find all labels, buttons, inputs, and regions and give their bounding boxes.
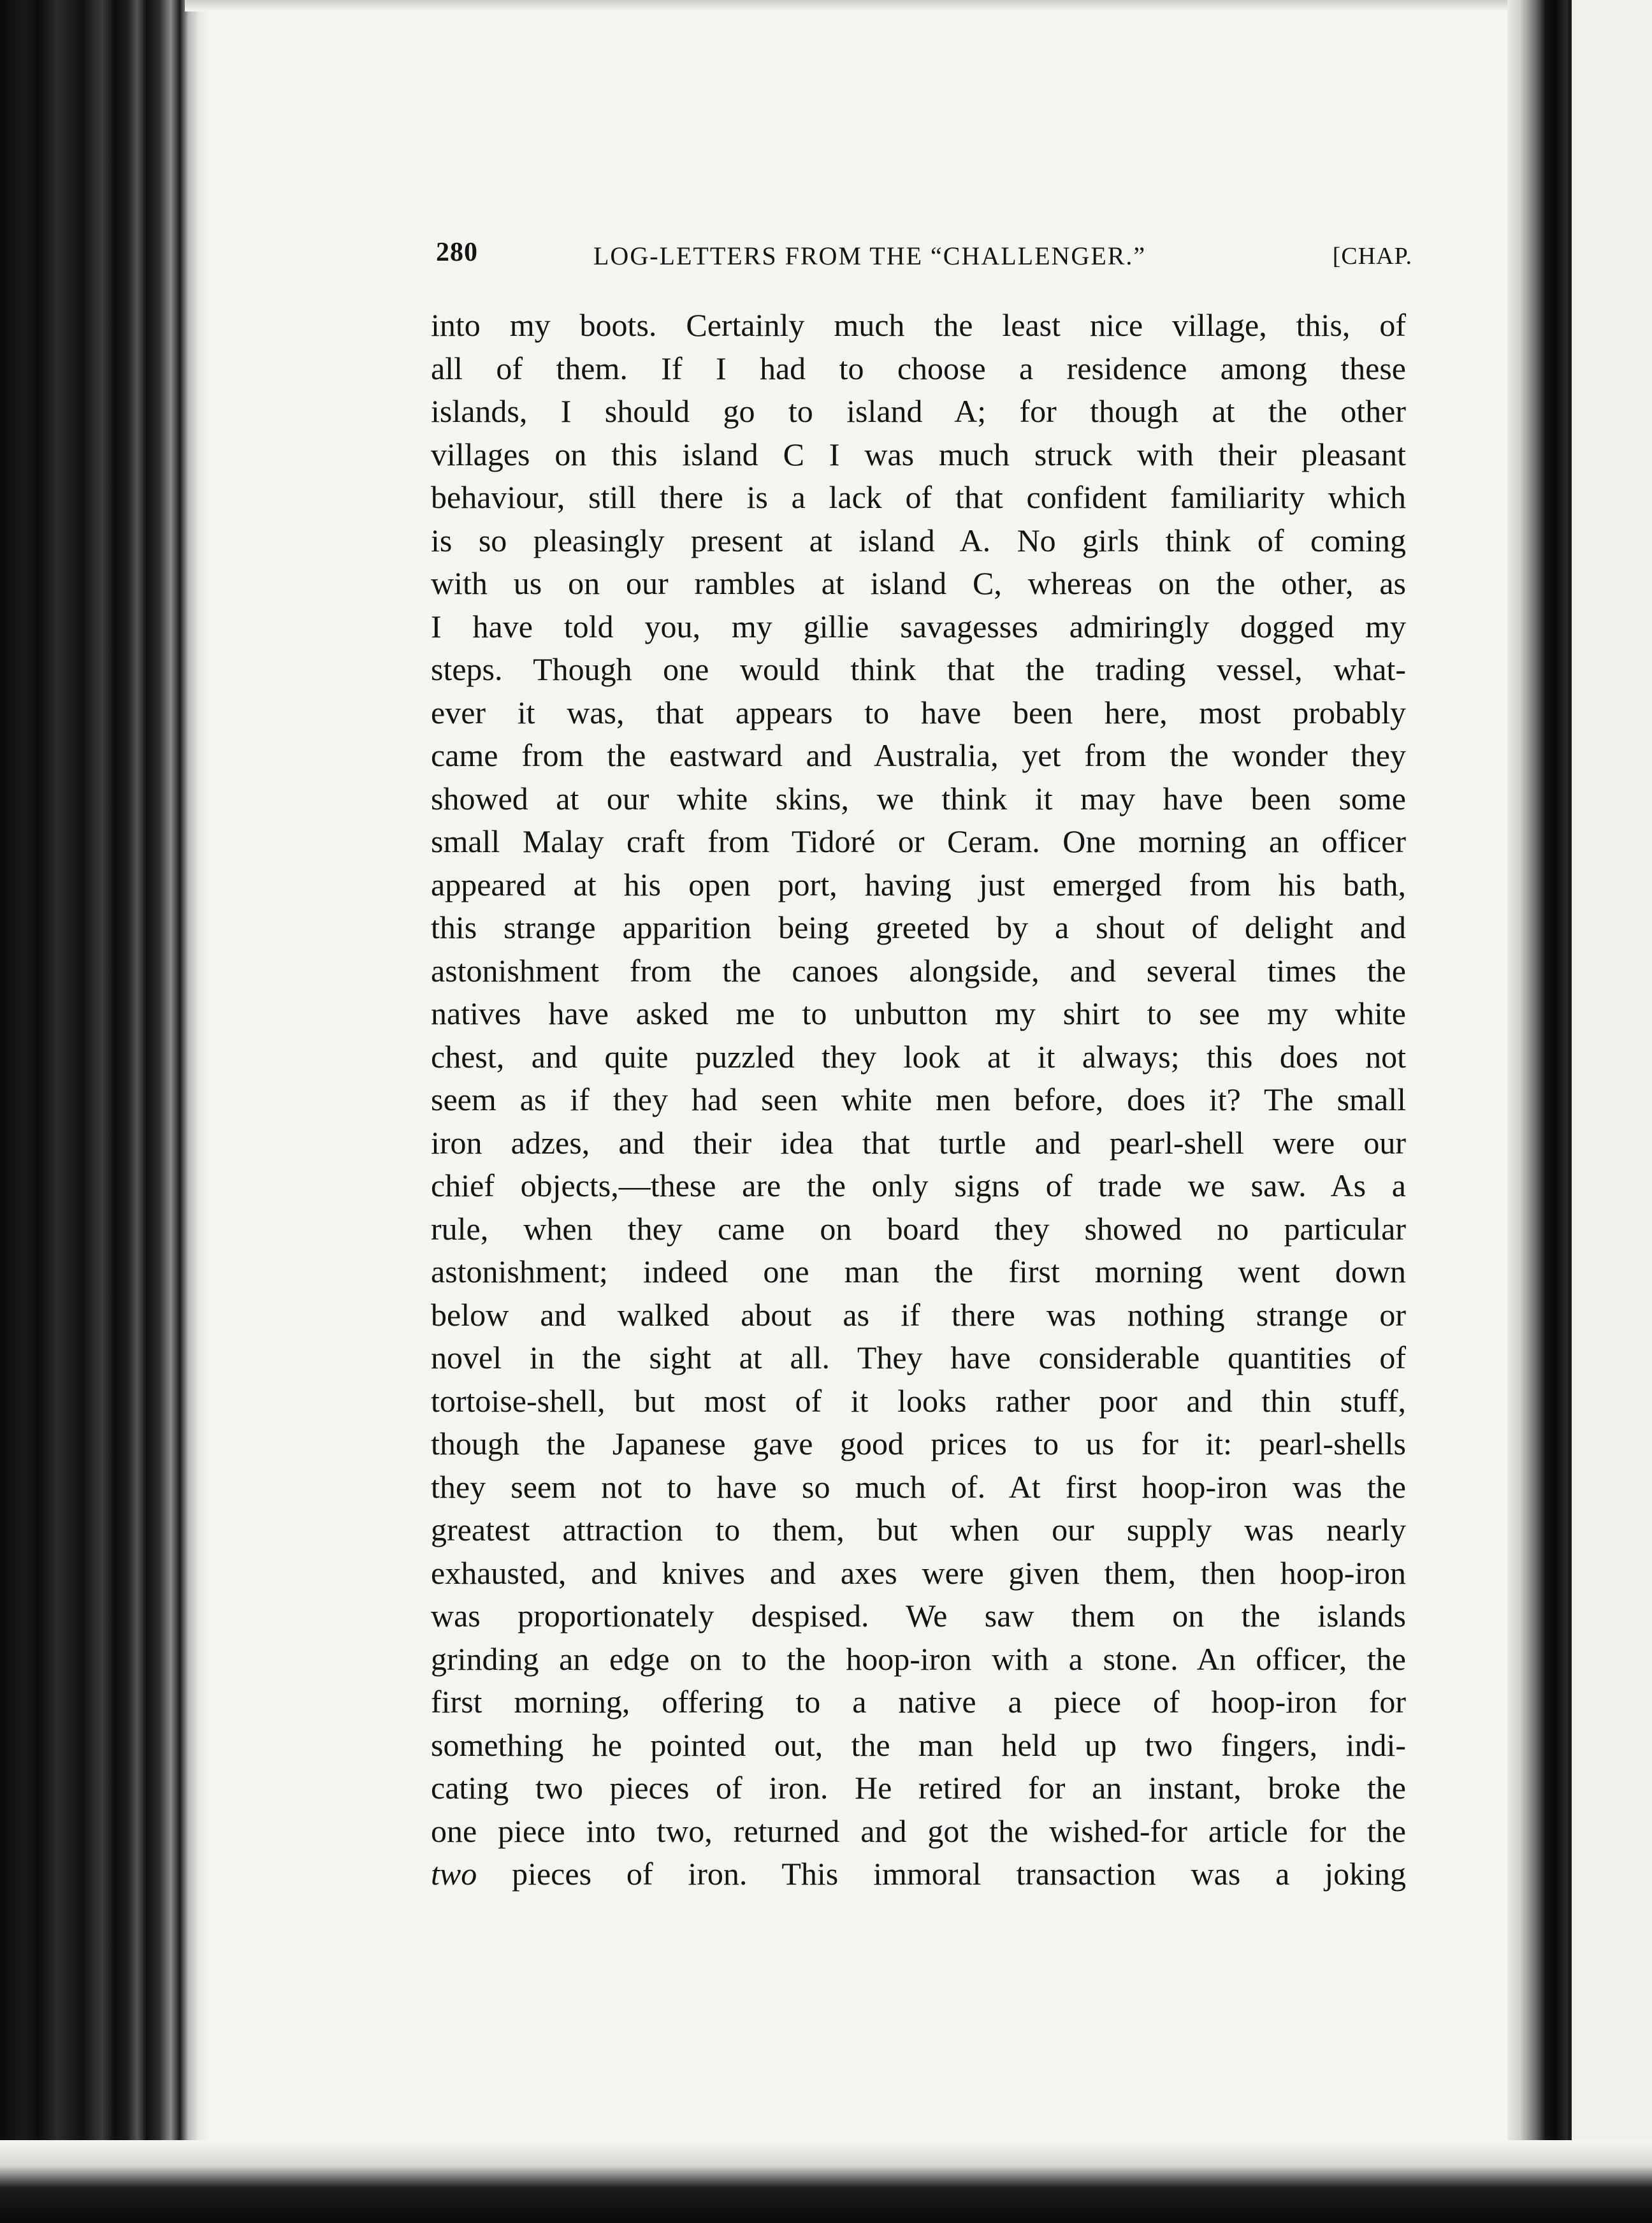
running-title: LOG-LETTERS FROM THE “CHALLENGER.” xyxy=(593,242,1147,270)
text-line: seem as if they had seen white men before, does it? The small xyxy=(431,1082,1406,1117)
italic-word: two xyxy=(431,1856,477,1892)
text-line: first morning, offering to a native a piece of hoop-iron for xyxy=(431,1684,1406,1720)
chapter-marker: [CHAP. xyxy=(1332,243,1412,270)
book-binding-edge xyxy=(0,0,210,2223)
text-line: novel in the sight at all. They have considerable quantities of xyxy=(431,1340,1406,1375)
text-line: villages on this island C I was much struck with their pleasant xyxy=(431,436,1406,472)
text-line: steps. Though one would think that the trading vessel, what- xyxy=(431,651,1406,687)
text-line: islands, I should go to island A; for though at the other xyxy=(431,393,1406,429)
text-line: greatest attraction to them, but when our supply was nearly xyxy=(431,1512,1406,1547)
text-line: chief objects,—these are the only signs of trade we saw. As a xyxy=(431,1168,1406,1203)
text-line: behaviour, still there is a lack of that confident familiarity which xyxy=(431,479,1406,515)
text-line: below and walked about as if there was nothing strange or xyxy=(431,1296,1406,1333)
text-line: astonishment from the canoes alongside, and several times the xyxy=(431,952,1406,988)
text-line: this strange apparition being greeted by a shout of delight and xyxy=(431,909,1406,945)
text-line: astonishment; indeed one man the first morning went down xyxy=(431,1254,1406,1289)
text-line: with us on our rambles at island C, whereas on the other, as xyxy=(431,565,1406,601)
body-text xyxy=(431,304,1406,1896)
book-page xyxy=(431,231,1412,1896)
text-line: appeared at his open port, having just emerged from his bath, xyxy=(431,866,1406,902)
text-line: chest, and quite puzzled they look at it always; this does not xyxy=(431,1038,1406,1075)
text-line: something he pointed out, the man held up two fingers, indi- xyxy=(431,1727,1406,1763)
text-line: grinding an edge on to the hoop-iron with a stone. An officer, the xyxy=(431,1640,1406,1677)
text-line: I have told you, my gillie savagesses admiringly dogged my xyxy=(431,608,1406,644)
text-line: iron adzes, and their idea that turtle and pearl-shell were our xyxy=(431,1124,1406,1161)
text-line: rule, when they came on board they showed no particular xyxy=(431,1210,1406,1247)
page-number: 280 xyxy=(436,238,478,267)
running-head xyxy=(431,231,1412,275)
page-top-edge xyxy=(185,0,1511,11)
text-line: ever it was, that appears to have been here, most probably xyxy=(431,694,1406,730)
facing-page-edge xyxy=(1568,0,1652,2223)
text-line: is so pleasingly present at island A. No girls think of coming xyxy=(431,522,1406,558)
text-line: they seem not to have so much of. At first hoop-iron was the xyxy=(431,1468,1406,1505)
text-line-final xyxy=(431,1853,1406,1896)
text-line: exhausted, and knives and axes were given them, then hoop-iron xyxy=(431,1554,1406,1591)
text-line: one piece into two, returned and got the wished-for article for the xyxy=(431,1813,1406,1849)
text-line: came from the eastward and Australia, yet from the wonder they xyxy=(431,737,1406,773)
text-line: cating two pieces of iron. He retired for an instant, broke the xyxy=(431,1770,1406,1806)
text-line: showed at our white skins, we think it may have been some xyxy=(431,780,1406,816)
text-line: was proportionately despised. We saw them on the islands xyxy=(431,1598,1406,1633)
text-line: tortoise-shell, but most of it looks rather poor and thin stuff, xyxy=(431,1382,1406,1419)
text-line: natives have asked me to unbutton my shirt to see my white xyxy=(431,996,1406,1031)
book-gutter xyxy=(1507,0,1568,2223)
page-bottom-edge xyxy=(0,2140,1652,2223)
text-line: though the Japanese gave good prices to us for it: pearl-shells xyxy=(431,1426,1406,1461)
text-line: all of them. If I had to choose a residence among these xyxy=(431,350,1406,386)
text-line: small Malay craft from Tidoré or Ceram. One morning an officer xyxy=(431,823,1406,859)
text-line: into my boots. Certainly much the least nice village, this, of xyxy=(431,307,1406,343)
final-line-rest: pieces of iron. This immoral transaction was a joking xyxy=(477,1856,1406,1892)
